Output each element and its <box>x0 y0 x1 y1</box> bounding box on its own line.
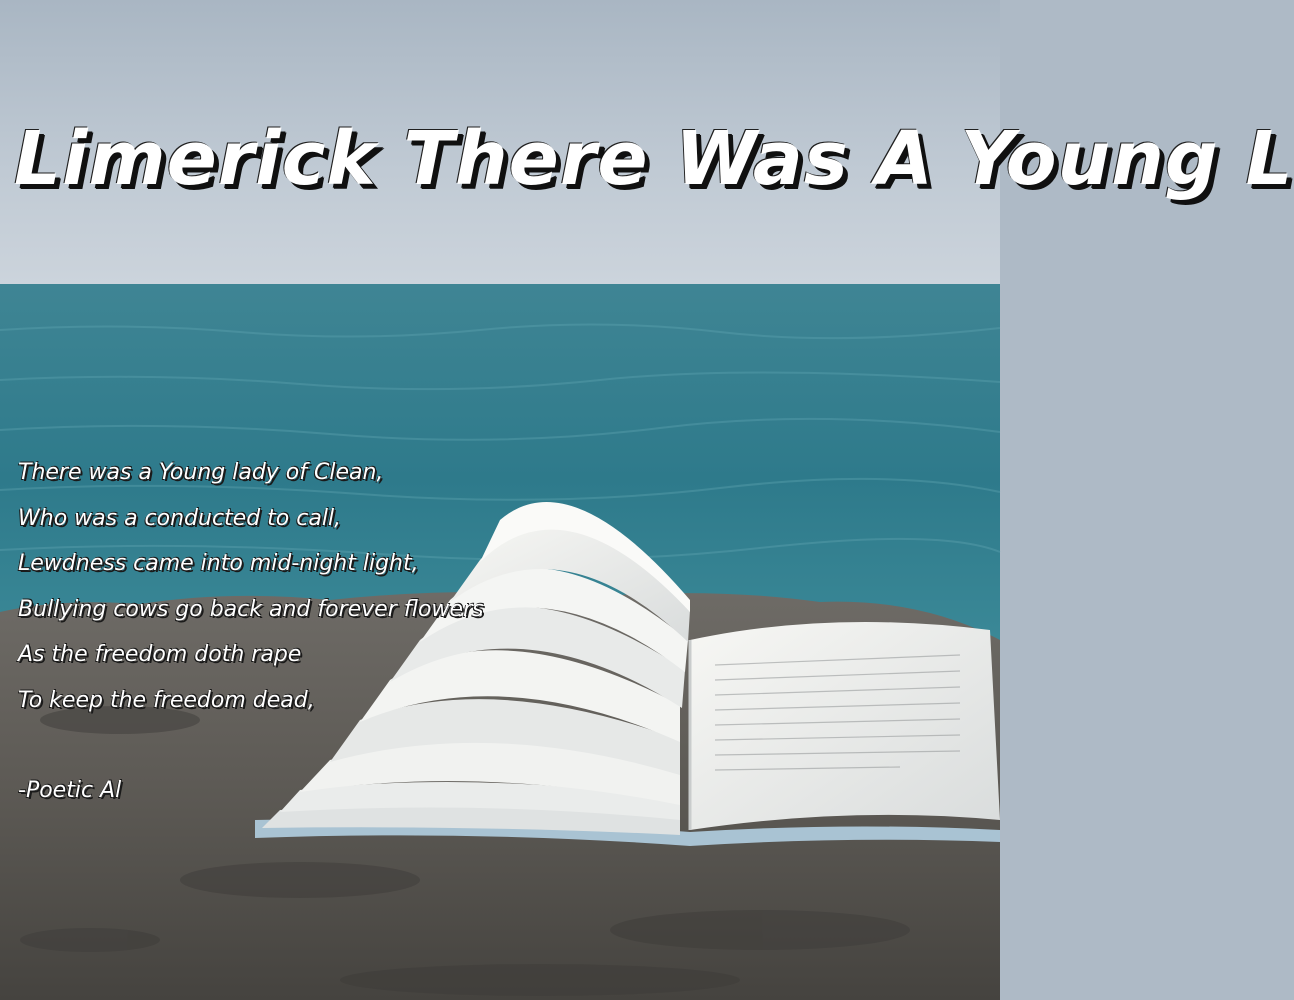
poem-line: To keep the freedom dead, <box>18 687 315 713</box>
poem <box>18 450 483 814</box>
poem-author: -Poetic Al <box>18 778 122 803</box>
poem-line: As the freedom doth rape <box>18 642 302 667</box>
stanza-gap <box>18 723 483 768</box>
poem-line: Bullying cows go back and forever flowers <box>18 596 484 622</box>
poem-line: Lewdness came into mid-night light, <box>18 551 419 576</box>
page-title: Limerick There Was A Young L <box>14 116 1294 202</box>
poem-line: There was a Young lady of Clean, <box>18 460 384 485</box>
poem-line: Who was a conducted to call, <box>18 505 342 531</box>
